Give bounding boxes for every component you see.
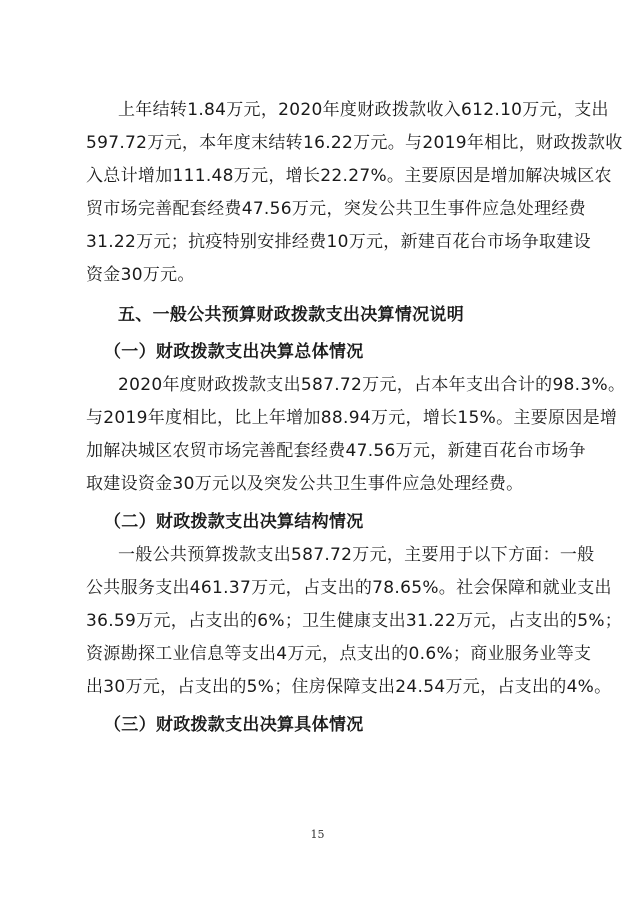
section-5-title: 五、一般公共预算财政拨款支出决算情况说明 <box>118 305 464 325</box>
paragraph-2-line-2: 与2019年度相比，比上年增加88.94万元，增长15%。主要原因是增 <box>86 408 618 428</box>
paragraph-1-line-2: 597.72万元，本年度末结转16.22万元。与2019年相比，财政拨款收 <box>86 133 623 153</box>
subsection-2-title: （二）财政拨款支出决算结构情况 <box>104 512 364 532</box>
paragraph-1-line-5: 31.22万元；抗疫特别安排经费10万元，新建百花台市场争取建设 <box>86 232 591 252</box>
paragraph-3-line-2: 公共服务支出461.37万元，占支出的78.65%。社会保障和就业支出 <box>86 578 612 598</box>
paragraph-2-line-3: 加解决城区农贸市场完善配套经费47.56万元，新建百花台市场争 <box>86 441 586 461</box>
paragraph-3-line-5: 出30万元，占支出的5%；住房保障支出24.54万元，占支出的4%。 <box>86 677 612 697</box>
paragraph-2-line-1: 2020年度财政拨款支出587.72万元，占本年支出合计的98.3%。 <box>118 375 626 395</box>
subsection-1-title: （一）财政拨款支出决算总体情况 <box>104 342 364 362</box>
paragraph-3-line-3: 36.59万元，占支出的6%；卫生健康支出31.22万元，占支出的5%； <box>86 611 623 631</box>
paragraph-2-line-4: 取建设资金30万元以及突发公共卫生事件应急处理经费。 <box>86 474 524 494</box>
paragraph-1-line-4: 贸市场完善配套经费47.56万元，突发公共卫生事件应急处理经费 <box>86 199 586 219</box>
page-number: 15 <box>310 828 325 841</box>
paragraph-1-line-3: 入总计增加111.48万元，增长22.27%。主要原因是增加解决城区农 <box>86 166 612 186</box>
paragraph-1-line-6: 资金30万元。 <box>86 265 195 285</box>
paragraph-3-line-4: 资源勘探工业信息等支出4万元，点支出的0.6%；商业服务业等支 <box>86 644 592 664</box>
paragraph-1-line-1: 上年结转1.84万元，2020年度财政拨款收入612.10万元，支出 <box>118 100 609 120</box>
paragraph-3-line-1: 一般公共预算拨款支出587.72万元，主要用于以下方面：一般 <box>118 545 595 565</box>
subsection-3-title: （三）财政拨款支出决算具体情况 <box>104 715 364 735</box>
